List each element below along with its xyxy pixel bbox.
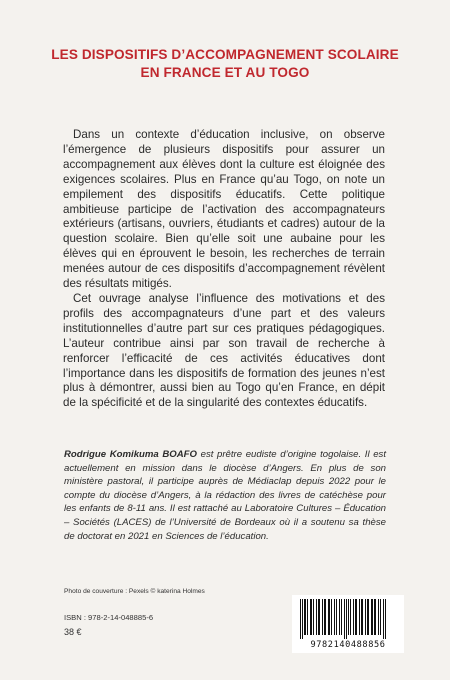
barcode-bars [292,595,404,641]
barcode-bar [344,599,345,639]
barcode-bar [383,599,384,639]
barcode-bar [318,599,320,635]
barcode-bar [365,599,366,635]
author-bio-text: est prêtre eudiste d’origine togolaise. Il est actuellement en mission dans le diocèse d’Angers. En plus de son ministère pastoral, il participe auprès de Médiaclap depuis 2022 pour le compte du diocèse d’Angers, à la rédaction des livres de catéchèse pour les enfants de 8-11 ans. Il est rattaché au Laboratoire Cultures – Éducation – Sociétés (LACES) de l’Université de Bordeaux où il a soutenu sa thèse de doctorat en 2021 en Sciences de l’éducation. [64,449,386,542]
barcode-bar [322,599,323,635]
barcode-bar [378,599,379,635]
barcode-bar [324,599,326,635]
barcode-bar [300,599,301,639]
barcode-bar [336,599,337,635]
barcode-bar [334,599,335,635]
barcode-bar [359,599,360,635]
price: 38 € [64,627,82,637]
barcode-bar [310,599,312,635]
barcode-bar [374,599,376,635]
author-bio [64,448,386,543]
barcode-digits: 9782140488856 [310,640,386,650]
barcode-bar [367,599,369,635]
barcode [292,595,404,653]
barcode-bar [371,599,373,635]
barcode-bar [331,599,332,635]
barcode-bar [350,599,351,635]
summary-paragraph-2: Cet ouvrage analyse l’influence des motivations et des profils des accompagnateurs d’une part et des valeurs institutionnelles d’autre part sur ces pratiques pédagogiques. L’auteur contribue ainsi par son travail de recherche à renforcer l’efficacité de ces activités éducatives dont l’importance dans les dispositifs de formation des jeunes n’est plus à démontrer, aussi bien au Togo qu’en France, en dépit de la spécificité et de la singularité des contextes éducatifs. [63,291,385,410]
barcode-bar [353,599,354,635]
barcode-bar [348,599,349,635]
back-cover-summary [63,128,385,411]
title-line-2: EN FRANCE ET AU TOGO [140,65,310,80]
barcode-bar [361,599,363,635]
author-name: Rodrigue Komikuma BOAFO [64,449,198,460]
barcode-bar [346,599,347,639]
barcode-bar [316,599,317,635]
barcode-bar [355,599,357,635]
barcode-bar [307,599,308,635]
summary-paragraph-1: Dans un contexte d’éducation inclusive, on observe l’émergence de plusieurs dispositifs pour assurer un accompagnement aux élèves dont la culture est éloignée des exigences scolaires. Plus en France qu’au Togo, on note un empilement des dispositifs éducatifs. Cette politique ambitieuse participe de l’activation des accompagnateurs extérieurs (artisans, ouvriers, étudiants et cadres) autour de la question scolaire. Bien qu’elle soit une aubaine pour les élèves qui en éprouvent le besoin, les recherches de terrain menées autour de ces dispositifs d’accompagnement révèlent des résultats mitigés. [63,128,385,291]
barcode-bar [341,599,342,635]
barcode-bar [380,599,381,635]
barcode-bar [339,599,340,635]
barcode-bar [304,599,306,635]
book-title [30,46,420,82]
isbn: ISBN : 978-2-14-048885-6 [64,613,154,622]
barcode-bar [385,599,386,639]
barcode-bar [328,599,330,635]
title-line-1: LES DISPOSITIFS D’ACCOMPAGNEMENT SCOLAIRE [51,47,399,62]
photo-credit: Photo de couverture : Pexels © katerina Holmes [64,588,205,595]
barcode-bar [313,599,314,635]
barcode-bar [302,599,303,639]
